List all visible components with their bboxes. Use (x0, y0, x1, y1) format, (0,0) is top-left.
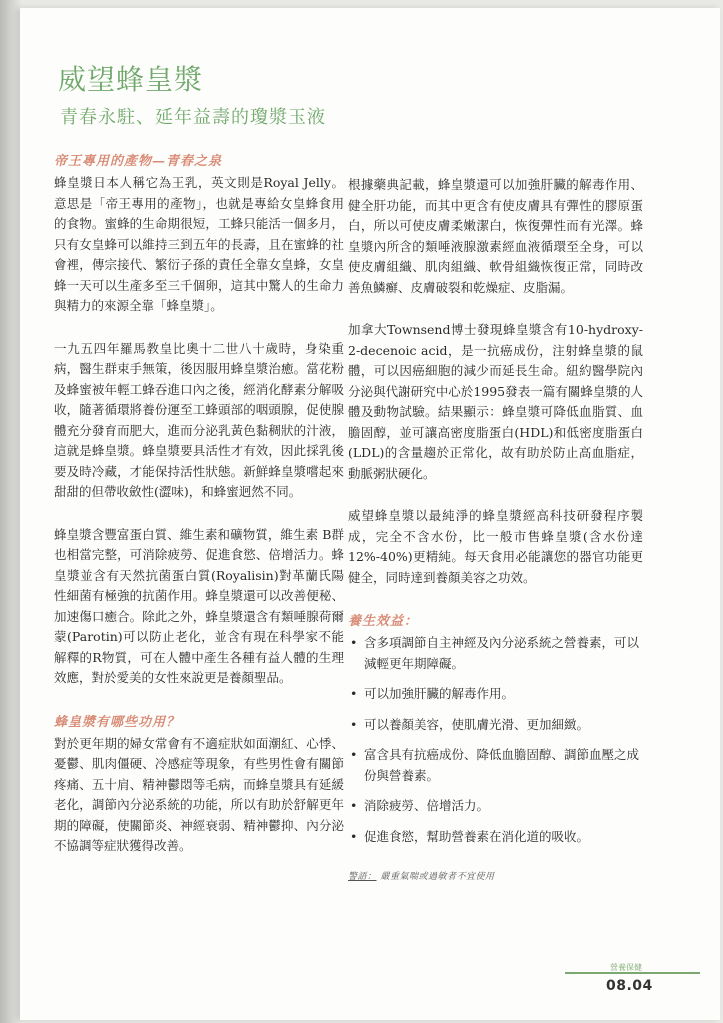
list-item: • 可以養顏美容，使肌膚光滑、更加細緻。 (348, 715, 643, 736)
paragraph-menopause: 對於更年期的婦女常會有不適症狀如面潮紅、心悸、憂鬱、肌肉僵硬、冷感症等現象，有些男性會有關節疼痛、五十肩、精神鬱悶等毛病，而蜂皇漿具有延緩老化，調節內分泌系統的功能，所以有助於舒解更年期的障礙，使關節炎、神經衰弱、精神鬱抑、內分泌不協調等症狀獲得改善。 (54, 735, 344, 853)
bullet-icon: • (350, 716, 358, 732)
article-title: 威望蜂皇漿 (58, 63, 204, 96)
list-item: • 促進食慾，幫助營養素在消化道的吸收。 (348, 827, 643, 848)
page-spine-shadow (0, 0, 22, 1023)
paragraph-product: 威望蜂皇漿以最純淨的蜂皇漿經高科技研發程序製成，完全不含水份，比一般市售蜂皇漿(含水份達12%-40%)更精純。每天食用必能讓您的器官功能更健全，同時達到養顏美容之功效。 (348, 508, 643, 585)
benefits-heading: 養生效益： (348, 614, 419, 629)
paragraph-royal-jelly-intro: 蜂皇漿日本人稱它為王乳，英文則是Royal Jelly。意思是「帝王專用的產物」，也就是專給女皇蜂食用的食物。蜜蜂的生命期很短，工蜂只能活一個多月，只有女皇蜂可以維持三到五年的長壽，且在蜜蜂的社會裡，傳宗接代、繁衍子孫的責任全靠女皇蜂，女皇蜂一天可以生產多至三千個卵，這其中驚人的生命力與精力的來源全靠「蜂皇漿」。 (54, 175, 344, 313)
paragraph-nutrients: 蜂皇漿含豐富蛋白質、維生素和礦物質，維生素 B群也相當完整，可消除疲勞、促進食慾、倍增活力。蜂皇漿並含有天然抗菌蛋白質(Royalisin)對革蘭氏陽性細菌有極強的抗菌作用。蜂皇漿還可以改善便秘、加速傷口癒合。除此之外，蜂皇漿還含有類唾腺荷爾蒙(Parotin)可以防止老化，並含有現在科學家不能解釋的R物質，可在人體中產生各種有益人體的生理效應，對於愛美的女性來說更是養顏聖品。 (54, 526, 344, 685)
benefits-list (348, 633, 643, 847)
bullet-icon: • (350, 828, 358, 844)
warning-label: 警語： (348, 872, 377, 882)
bullet-icon: • (350, 798, 358, 813)
list-item: • 含多項調節自主神經及內分泌系統之營養素，可以減輕更年期障礙。 (350, 635, 640, 671)
right-column (348, 175, 643, 882)
bullet-icon: • (350, 747, 358, 762)
section-heading-functions: 蜂皇漿有哪些功用？ (54, 714, 181, 730)
list-item: • 可以加強肝臟的解毒作用。 (348, 684, 643, 705)
footer-issue-number: 08.04 (606, 978, 653, 994)
list-item: • 消除疲勞、倍增活力。 (348, 796, 643, 817)
paragraph-pope-story: 一九五四年羅馬教皇比奧十二世八十歲時，身染重病，醫生群束手無策，後因服用蜂皇漿治癒。當花粉及蜂蜜被年輕工蜂吞進口內之後，經消化酵素分解吸收，隨著循環將養份運至工蜂頭部的咽頭腺，促使腺體充分發育而肥大，進而分泌乳黃色黏稠狀的汁液，這就是蜂皇漿。蜂皇漿要具活性才有效，因此採乳後要及時冷藏，才能保持活性狀態。新鮮蜂皇漿嚐起來甜甜的但帶收斂性(澀味)，和蜂蜜迥然不同。 (54, 340, 344, 499)
paragraph-research: 加拿大Townsend博士發現蜂皇漿含有10-hydroxy-2-decenoic acid，是一抗癌成份，注射蜂皇漿的鼠體，可以因癌細胞的減少而延長生命。紐約醫學院內分泌與代謝研究中心於1995發表一篇有關蜂皇漿的人體及動物試驗。結果顯示：蜂皇漿可降低血脂質、血膽固醇，並可讓高密度脂蛋白(HDL)和低密度脂蛋白(LDL)的含量趨於正常化，故有助於防止高血脂症，動脈粥狀硬化。 (348, 322, 643, 481)
left-column (54, 150, 344, 857)
section-heading-emperor: 帝王專用的產物—青春之泉 (54, 154, 223, 169)
paragraph-liver-skin: 根據藥典記載，蜂皇漿還可以加強肝臟的解毒作用、健全肝功能，而其中更含有使皮膚具有彈性的膠原蛋白，所以可使皮膚柔嫩潔白，恢復彈性而有光澤。蜂皇漿內所含的類唾液腺激素經血液循環至全身，可以使皮膚組織、肌肉組織、軟骨組織恢復正常，同時改善魚鱗癬、皮膚破裂和乾燥症、皮脂漏。 (348, 177, 643, 295)
bullet-icon: • (350, 635, 358, 650)
bullet-icon: • (350, 686, 358, 701)
warning-text: 嚴重氣喘或過敏者不宜使用 (380, 872, 495, 882)
article-subtitle: 青春永駐、延年益壽的瓊漿玉液 (60, 107, 326, 128)
warning-note (348, 869, 643, 882)
footer-section-label: 營養保健 (610, 963, 642, 972)
list-item: • 富含具有抗癌成份、降低血膽固醇、調節血壓之成份與營養素。 (350, 747, 640, 783)
